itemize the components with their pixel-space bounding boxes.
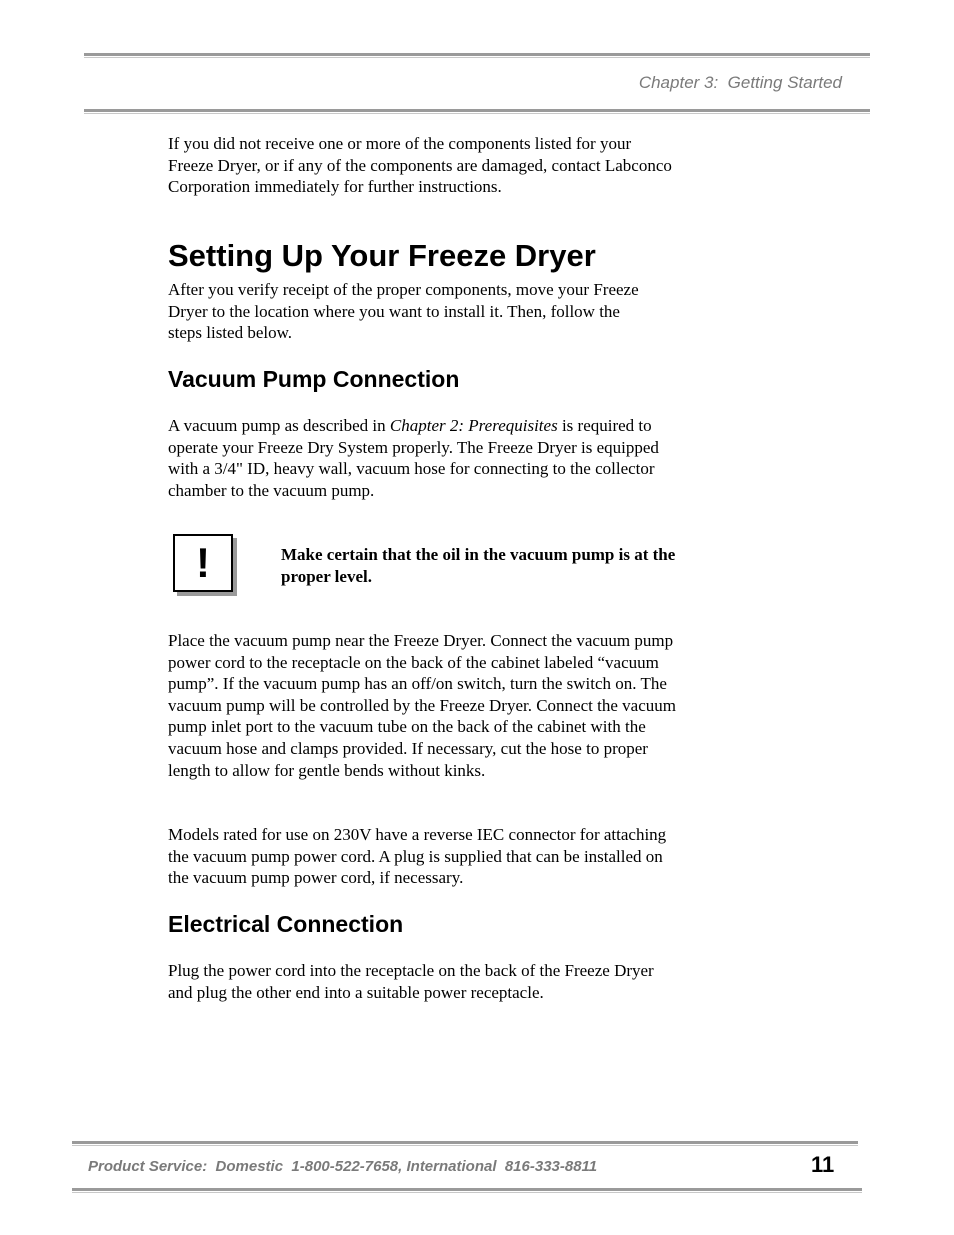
footer-rule-top (72, 1141, 858, 1144)
page-number: 11 (811, 1152, 835, 1177)
vacuum-paragraph-2: Place the vacuum pump near the Freeze Dryer. Connect the vacuum pump power cord to the receptacle on the back of the cabinet labeled “vacuum pump”. If the vacuum pump has an off/on switch, turn the switch on. The vacuum pump will be controlled by the Freeze Dryer. Connect the vacuum pump inlet port to the vacuum tube on the back of the cabinet with the vacuum hose and clamps provided. If necessary, cut the hose to proper length to allow for gentle bends without kinks. (168, 631, 676, 780)
vacuum-p1-text-a: A vacuum pump as described in (168, 416, 390, 435)
section-title: Setting Up Your Freeze Dryer (168, 238, 596, 273)
warning-text: Make certain that the oil in the vacuum pump is at the proper level. (281, 545, 676, 586)
electrical-paragraph: Plug the power cord into the receptacle on the back of the Freeze Dryer and plug the other end into a suitable power receptacle. (168, 961, 654, 1002)
vacuum-paragraph-1 (168, 415, 673, 501)
header-rule-bottom (84, 109, 870, 112)
vacuum-p1-chapter-ref: Chapter 2: Prerequisites (389, 416, 558, 435)
header-rule-bottom-shadow (84, 113, 870, 114)
header-rule-top (84, 53, 870, 56)
vacuum-pump-heading: Vacuum Pump Connection (168, 366, 460, 392)
footer-rule-bottom-shadow (72, 1192, 862, 1193)
footer-rule-top-shadow (72, 1145, 858, 1146)
warning-icon (173, 534, 233, 592)
vacuum-p1-text-b: is required to operate your Freeze Dry System properly. The Freeze Dryer is equipped with a 3/4" ID, heavy wall, vacuum hose for connecting to the collector chamber to the vacuum pump. (168, 416, 659, 500)
chapter-heading: Chapter 3: Getting Started (638, 73, 842, 92)
intro-paragraph: If you did not receive one or more of the components listed for your Freeze Dryer, or if any of the components are damaged, contact Labconco Corporation immediately for further instructions. (168, 134, 672, 197)
footer-rule-bottom (72, 1188, 862, 1191)
vacuum-paragraph-3: Models rated for use on 230V have a reverse IEC connector for attaching the vacuum pump power cord. A plug is supplied that can be installed on the vacuum pump power cord, if necessary. (168, 825, 667, 888)
product-service-line: Product Service: Domestic 1-800-522-7658, International 816-333-8811 (88, 1158, 598, 1175)
exclamation-glyph: ! (196, 539, 210, 586)
header-rule-top-shadow (84, 57, 870, 58)
setup-paragraph: After you verify receipt of the proper components, move your Freeze Dryer to the location where you want to install it. Then, follow the steps listed below. (168, 280, 639, 343)
electrical-heading: Electrical Connection (168, 911, 404, 937)
